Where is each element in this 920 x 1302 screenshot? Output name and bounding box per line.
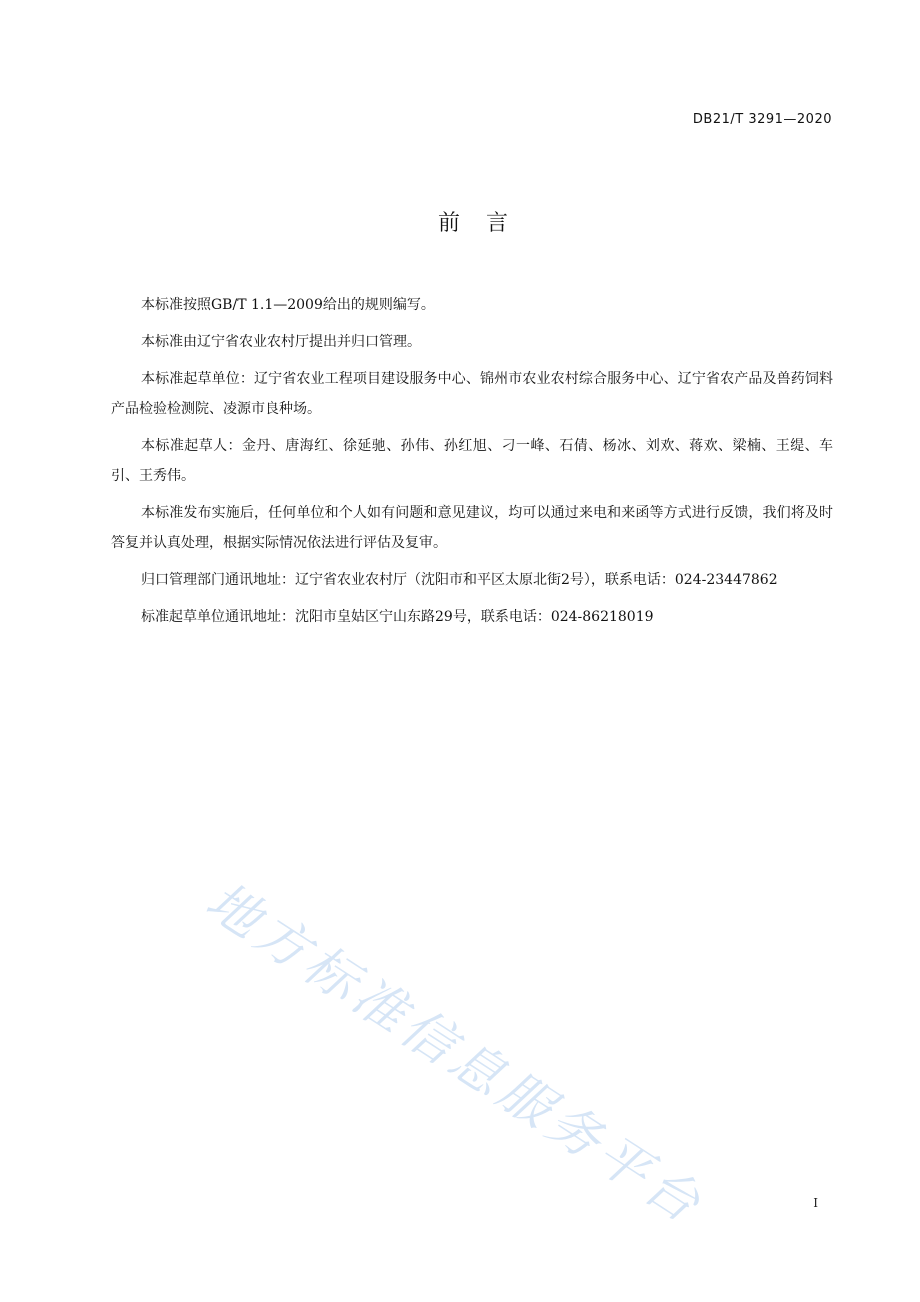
- page-title: 前言: [437, 211, 534, 236]
- paragraph-feedback: 本标准发布实施后，任何单位和个人如有问题和意见建议，均可以通过来电和来函等方式进行反馈，我们将及时答复并认真处理，根据实际情况依法进行评估及复审。: [111, 505, 833, 551]
- paragraph-admin-address: 归口管理部门通讯地址：辽宁省农业农村厅（沈阳市和平区太原北街2号），联系电话：024-23447862: [141, 572, 778, 588]
- page-number: I: [813, 1196, 818, 1210]
- paragraph-proposer: 本标准由辽宁省农业农村厅提出并归口管理。: [141, 334, 421, 350]
- paragraph-drafting-units: 本标准起草单位：辽宁省农业工程项目建设服务中心、锦州市农业农村综合服务中心、辽宁省农产品及兽药饲料产品检验检测院、凌源市良种场。: [111, 371, 833, 417]
- watermark: 地方标准信息服务平台: [195, 870, 715, 1238]
- paragraph-drafter-address: 标准起草单位通讯地址：沈阳市皇姑区宁山东路29号，联系电话：024-86218019: [141, 609, 654, 625]
- paragraph-drafting-rules: 本标准按照GB/T 1.1—2009给出的规则编写。: [141, 297, 435, 313]
- document-code: DB21/T 3291—2020: [692, 112, 832, 127]
- preface-body: [111, 290, 833, 639]
- paragraph-drafters: 本标准起草人：金丹、唐海红、徐延驰、孙伟、孙红旭、刁一峰、石倩、杨冰、刘欢、蒋欢、梁楠、王缇、车引、王秀伟。: [111, 438, 833, 484]
